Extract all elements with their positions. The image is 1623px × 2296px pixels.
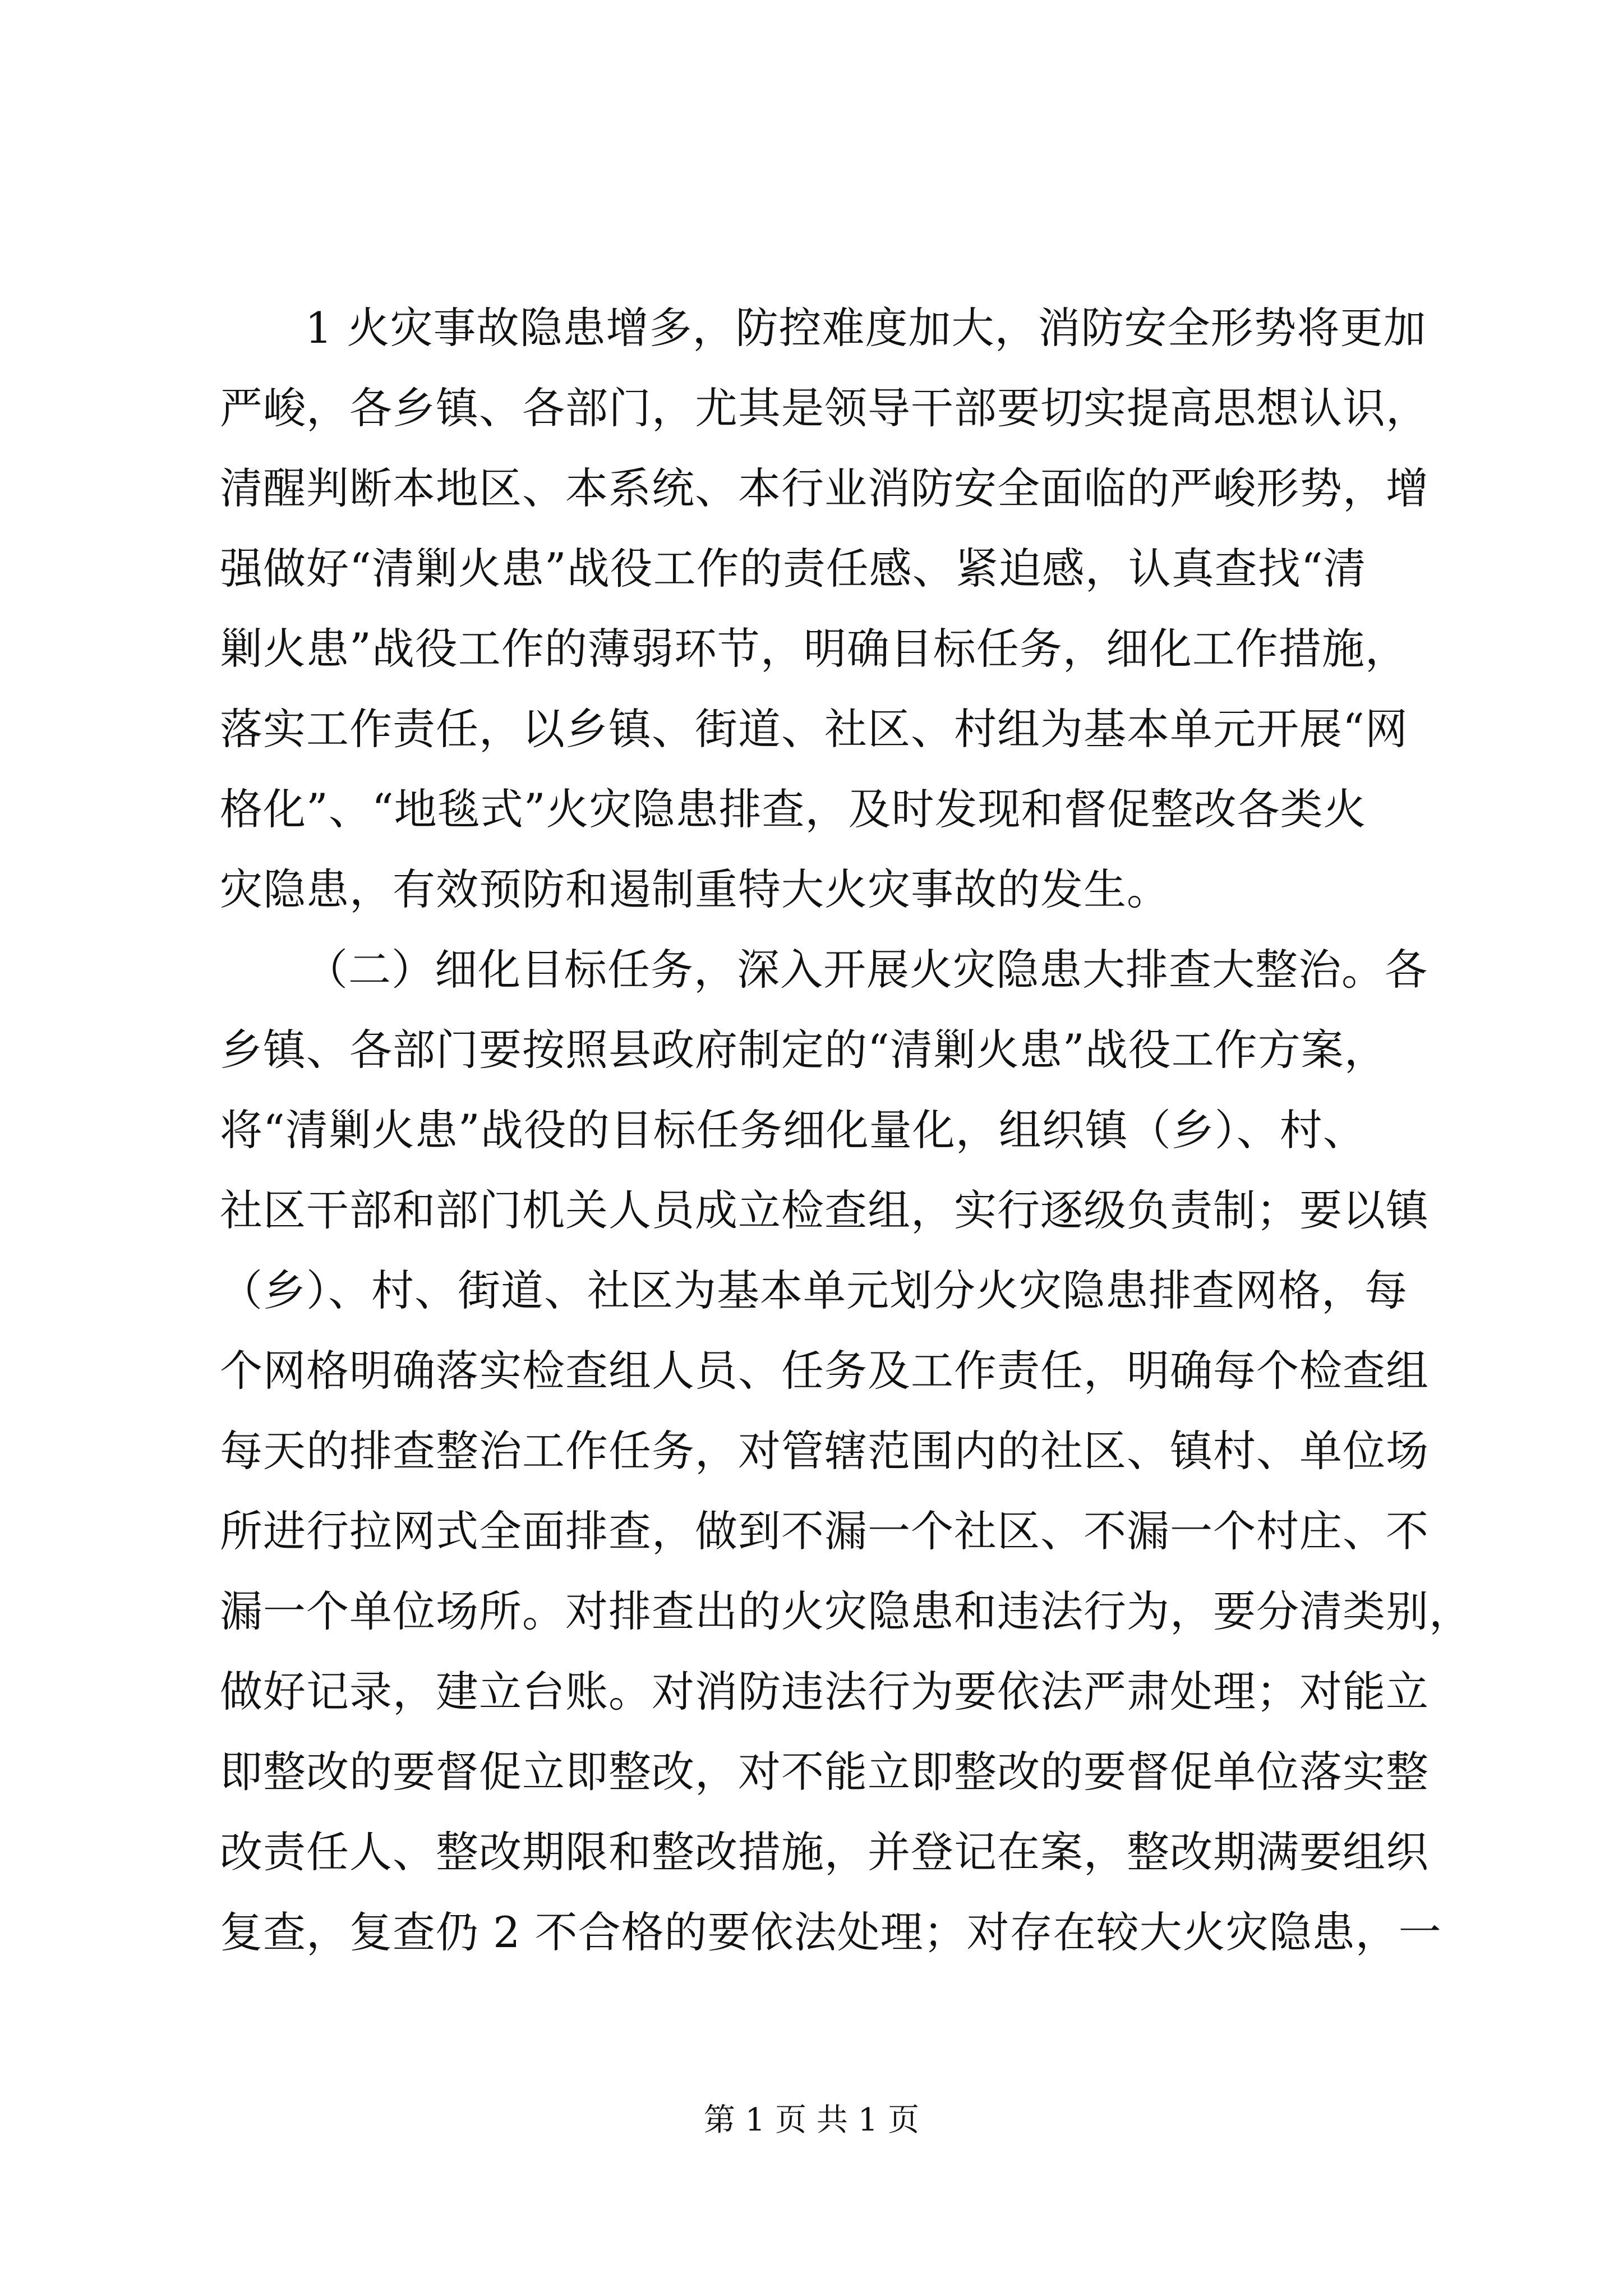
text-line-18: 做好记录，建立台账。对消防违法行为要依法严肃处理；对能立 — [220, 1667, 1429, 1717]
text-line-11: 将“清剿火患”战役的目标任务细化量化，组织镇（乡）、村、 — [220, 1105, 1366, 1155]
text-line-8: 灾隐患，有效预防和遏制重特大火灾事故的发生。 — [220, 864, 1170, 914]
text-line-21: 复查，复查仍 2 不合格的要依法处理；对存在较大火灾隐患，一 — [220, 1907, 1442, 1957]
text-line-6: 落实工作责任，以乡镇、街道、社区、村组为基本单元开展“网 — [220, 704, 1408, 754]
text-line-7: 格化”、“地毯式”火灾隐患排查，及时发现和督促整改各类火 — [220, 784, 1367, 834]
text-line-4: 强做好“清剿火患”战役工作的责任感、紧迫感，认真查找“清 — [220, 544, 1367, 593]
text-line-14: 个网格明确落实检查组人员、任务及工作责任，明确每个检查组 — [220, 1346, 1429, 1396]
page-footer: 第 1 页 共 1 页 — [703, 2102, 920, 2138]
text-line-17: 漏一个单位场所。对排查出的火灾隐患和违法行为，要分清类别， — [220, 1586, 1472, 1636]
text-line-12: 社区干部和部门机关人员成立检查组，实行逐级负责制；要以镇 — [220, 1185, 1429, 1235]
text-line-2: 严峻，各乡镇、各部门，尤其是领导干部要切实提高思想认识， — [220, 383, 1429, 433]
text-line-16: 所进行拉网式全面排查，做到不漏一个社区、不漏一个村庄、不 — [220, 1506, 1429, 1556]
text-line-13: （乡）、村、街道、社区为基本单元划分火灾隐患排查网格，每 — [220, 1266, 1408, 1315]
text-line-19: 即整改的要督促立即整改，对不能立即整改的要督促单位落实整 — [220, 1747, 1429, 1797]
text-line-1: 1 火灾事故隐患增多，防控难度加大，消防安全形势将更加 — [305, 303, 1427, 353]
text-line-10: 乡镇、各部门要按照县政府制定的“清剿火患”战役工作方案， — [220, 1025, 1387, 1075]
text-line-5: 剿火患”战役工作的薄弱环节，明确目标任务，细化工作措施， — [220, 624, 1408, 674]
text-line-3: 清醒判断本地区、本系统、本行业消防安全面临的严峻形势，增 — [220, 463, 1429, 513]
text-line-15: 每天的排查整治工作任务，对管辖范围内的社区、镇村、单位场 — [220, 1426, 1429, 1476]
text-line-20: 改责任人、整改期限和整改措施，并登记在案，整改期满要组织 — [220, 1827, 1429, 1877]
text-line-9: （二）细化目标任务，深入开展火灾隐患大排查大整治。各 — [305, 945, 1428, 995]
